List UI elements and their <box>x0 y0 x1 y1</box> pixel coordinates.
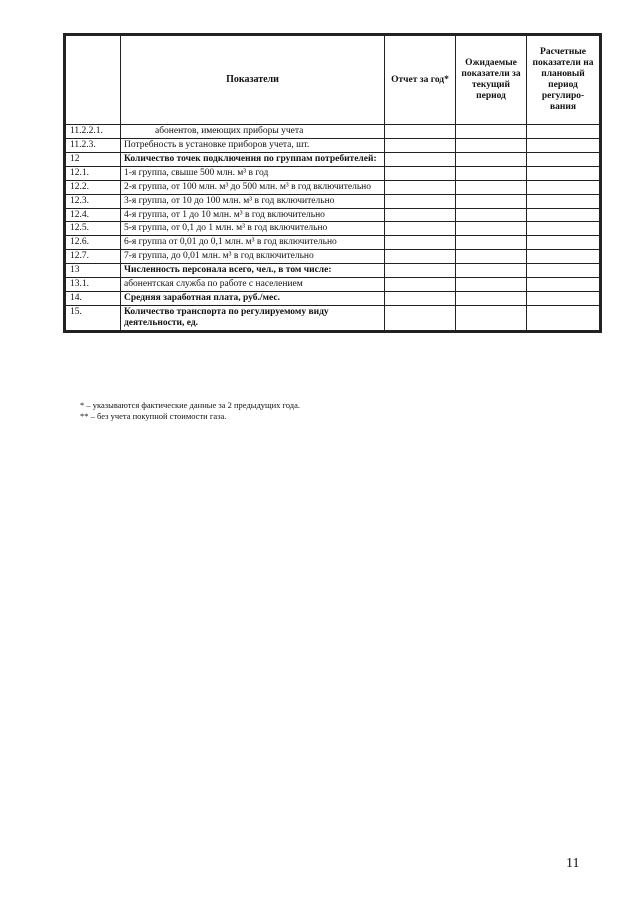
indicators-table <box>63 33 602 333</box>
planned-cell <box>527 208 601 222</box>
table-row <box>65 208 601 222</box>
planned-cell <box>527 180 601 194</box>
row-label: Потребность в установке приборов учета, шт. <box>121 138 385 152</box>
row-label: 6-я группа от 0,01 до 0,1 млн. м³ в год включительно <box>121 236 385 250</box>
report-cell <box>385 264 456 278</box>
report-cell <box>385 180 456 194</box>
expected-cell <box>456 125 527 139</box>
planned-cell <box>527 305 601 331</box>
table-row <box>65 278 601 292</box>
row-number: 12.2. <box>65 180 121 194</box>
row-label: абонентов, имеющих приборы учета <box>121 125 385 139</box>
report-cell <box>385 305 456 331</box>
expected-cell <box>456 152 527 166</box>
planned-cell <box>527 152 601 166</box>
table-row <box>65 166 601 180</box>
row-number: 13 <box>65 264 121 278</box>
footnote-2: ** – без учета покупной стоимости газа. <box>80 410 227 421</box>
planned-cell <box>527 236 601 250</box>
header-report-year: Отчет за год* <box>385 35 456 125</box>
expected-cell <box>456 250 527 264</box>
expected-cell <box>456 194 527 208</box>
table-row <box>65 222 601 236</box>
table-row <box>65 292 601 306</box>
row-number: 12.3. <box>65 194 121 208</box>
expected-cell <box>456 236 527 250</box>
report-cell <box>385 236 456 250</box>
row-label: Количество транспорта по регулируемому виду деятельности, ед. <box>121 305 385 331</box>
planned-cell <box>527 292 601 306</box>
planned-cell <box>527 264 601 278</box>
row-label: 2-я группа, от 100 млн. м³ до 500 млн. м³ в год включительно <box>121 180 385 194</box>
row-label: Количество точек подключения по группам потребителей: <box>121 152 385 166</box>
header-expected: Ожидаемые показатели за текущий период <box>456 35 527 125</box>
expected-cell <box>456 138 527 152</box>
expected-cell <box>456 264 527 278</box>
row-label: 4-я группа, от 1 до 10 млн. м³ в год включительно <box>121 208 385 222</box>
expected-cell <box>456 180 527 194</box>
report-cell <box>385 138 456 152</box>
report-cell <box>385 278 456 292</box>
report-cell <box>385 152 456 166</box>
row-number: 12.7. <box>65 250 121 264</box>
planned-cell <box>527 250 601 264</box>
expected-cell <box>456 166 527 180</box>
expected-cell <box>456 305 527 331</box>
table-body <box>65 125 601 332</box>
row-number: 12 <box>65 152 121 166</box>
report-cell <box>385 194 456 208</box>
report-cell <box>385 292 456 306</box>
header-planned: Расчетные показатели на плановый период регулиро-вания <box>527 35 601 125</box>
table-row <box>65 236 601 250</box>
table-row <box>65 152 601 166</box>
row-number: 12.4. <box>65 208 121 222</box>
planned-cell <box>527 166 601 180</box>
report-cell <box>385 222 456 236</box>
table-row <box>65 305 601 331</box>
table-row <box>65 180 601 194</box>
row-number: 12.5. <box>65 222 121 236</box>
table-row <box>65 194 601 208</box>
row-label: Численность персонала всего, чел., в том числе: <box>121 264 385 278</box>
planned-cell <box>527 194 601 208</box>
planned-cell <box>527 125 601 139</box>
header-number-cell <box>65 35 121 125</box>
table-row <box>65 138 601 152</box>
row-number: 15. <box>65 305 121 331</box>
header-indicators: Показатели <box>121 35 385 125</box>
row-number: 12.1. <box>65 166 121 180</box>
table-row <box>65 125 601 139</box>
expected-cell <box>456 208 527 222</box>
row-number: 11.2.3. <box>65 138 121 152</box>
table-row <box>65 264 601 278</box>
row-number: 14. <box>65 292 121 306</box>
expected-cell <box>456 222 527 236</box>
planned-cell <box>527 138 601 152</box>
row-label: 3-я группа, от 10 до 100 млн. м³ в год включительно <box>121 194 385 208</box>
expected-cell <box>456 292 527 306</box>
report-cell <box>385 166 456 180</box>
row-number: 13.1. <box>65 278 121 292</box>
row-label: абонентская служба по работе с населением <box>121 278 385 292</box>
report-cell <box>385 208 456 222</box>
footnotes <box>80 400 300 421</box>
row-label: 1-я группа, свыше 500 млн. м³ в год <box>121 166 385 180</box>
row-label: 7-я группа, до 0,01 млн. м³ в год включительно <box>121 250 385 264</box>
row-number: 12.6. <box>65 236 121 250</box>
row-number: 11.2.2.1. <box>65 125 121 139</box>
report-cell <box>385 125 456 139</box>
row-label: Средняя заработная плата, руб./мес. <box>121 292 385 306</box>
footnote-1: * – указываются фактические данные за 2 предыдущих года. <box>80 400 301 410</box>
expected-cell <box>456 278 527 292</box>
table-row <box>65 250 601 264</box>
row-label: 5-я группа, от 0,1 до 1 млн. м³ в год включительно <box>121 222 385 236</box>
planned-cell <box>527 222 601 236</box>
page-number: 11 <box>566 856 580 871</box>
planned-cell <box>527 278 601 292</box>
report-cell <box>385 250 456 264</box>
